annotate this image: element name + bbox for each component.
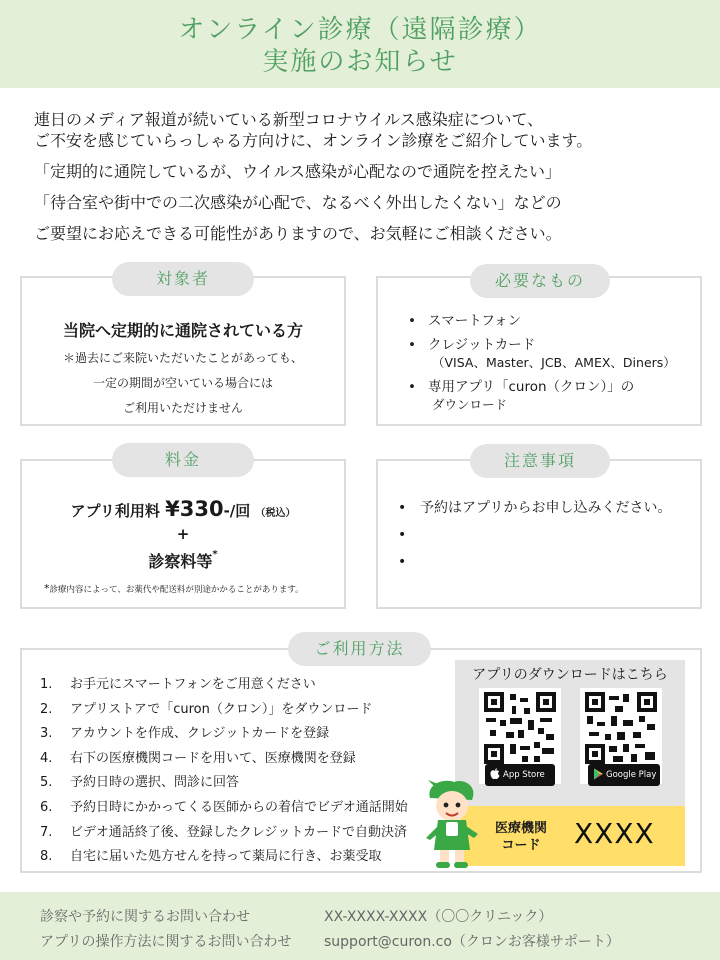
list-item: [392, 553, 671, 580]
step-number: 2.: [40, 701, 53, 717]
plus-sign: +: [176, 525, 190, 543]
step-item: [40, 824, 408, 849]
contact-value: XX-XXXX-XXXX（〇〇クリニック）: [324, 909, 553, 925]
qr-code-icon: [585, 692, 657, 764]
step-item: [40, 750, 408, 775]
list-item: • 予約はアプリからお申し込みください。: [392, 499, 671, 526]
contact-label: アプリの操作方法に関するお問い合わせ: [40, 934, 292, 950]
app-store-badge[interactable]: [485, 764, 555, 786]
needs-item-text: 専用アプリ「curon（クロン）」の: [428, 379, 635, 395]
tax-note: （税込）: [255, 508, 296, 519]
intro-line: ご要望にお応えできる可能性がありますので、お気軽にご相談ください。: [34, 224, 562, 243]
app-fee-prefix: アプリ利用料: [70, 502, 166, 520]
fee-footnote: [44, 582, 344, 595]
step-text: 右下の医療機関コードを用いて、医療機関を登録: [70, 750, 356, 766]
consultation-fee-text: 診察料等: [148, 552, 213, 571]
app-store-label: App Store: [503, 770, 545, 780]
caution-list: [392, 499, 671, 580]
step-text: 予約日時の選択、問診に回答: [70, 775, 240, 791]
app-fee: [22, 497, 344, 521]
asterisk: *: [212, 549, 218, 560]
step-text: お手元にスマートフォンをご用意ください: [70, 677, 316, 692]
caution-heading: 注意事項: [470, 444, 610, 478]
intro-line: ご不安を感じていらっしゃる方向けに、オンライン診療をご紹介しています。: [34, 131, 593, 150]
needs-item-sub: （VISA、Master、JCB、AMEX、Diners）: [432, 355, 676, 370]
step-number: 6.: [40, 799, 53, 815]
clinic-code-value: XXXX: [574, 817, 655, 850]
step-number: 4.: [40, 750, 53, 766]
intro-line: 「定期的に通院しているが、ウイルス感染が心配なので通院を控えたい」: [34, 162, 562, 181]
step-number: 8.: [40, 849, 53, 865]
target-notes: [22, 346, 344, 421]
list-item: [400, 312, 696, 330]
fee-footnote-text: 診療内容によって、お薬代や配送料が別途かかることがあります。: [49, 585, 304, 595]
download-panel: [455, 660, 685, 808]
step-item: [40, 774, 408, 799]
step-item: [40, 701, 408, 726]
target-note-line: ＊過去にご来院いただいたことがあっても、: [63, 351, 303, 365]
apple-icon: [490, 768, 500, 780]
target-main: 当院へ定期的に通院されている方: [62, 321, 303, 340]
step-item: [40, 799, 408, 824]
asterisk: *: [44, 582, 50, 595]
needs-section: [376, 276, 702, 426]
step-item: [40, 676, 408, 701]
mascot-character-icon: [424, 778, 480, 870]
needs-list: [400, 312, 696, 420]
contact-row: [40, 931, 620, 951]
play-icon: [593, 768, 604, 780]
needs-item-text: スマートフォン: [428, 313, 522, 329]
list-item: [392, 526, 671, 553]
clinic-code-label: [486, 820, 556, 854]
step-number: 5.: [40, 775, 53, 791]
google-play-badge[interactable]: [588, 764, 660, 786]
clinic-code-box: [460, 806, 685, 866]
page-title-line1: オンライン診療（遠隔診療）: [178, 15, 542, 45]
fee-heading: 料金: [112, 443, 254, 477]
contact-label: 診察や予約に関するお問い合わせ: [40, 909, 250, 925]
step-text: アカウントを作成、クレジットカードを登録: [70, 726, 330, 742]
step-text: ビデオ通話終了後、登録したクレジットカードで自動決済: [70, 824, 408, 840]
step-item: [40, 725, 408, 750]
app-fee-suffix: -/回: [223, 502, 256, 520]
target-heading: 対象者: [112, 262, 254, 296]
contact-row: [40, 906, 552, 926]
usage-heading: ご利用方法: [288, 632, 431, 666]
clinic-code-label-line: コード: [501, 838, 541, 853]
step-item: [40, 848, 408, 873]
list-item: [400, 378, 696, 414]
fee-section: [20, 459, 346, 609]
step-number: 3.: [40, 726, 53, 742]
needs-heading: 必要なもの: [470, 264, 610, 298]
usage-steps: [40, 676, 408, 873]
header-banner: [0, 0, 720, 88]
needs-item-sub: ダウンロード: [432, 397, 508, 412]
qr-code-icon: [484, 692, 556, 764]
target-note-line: ご利用いただけません: [122, 401, 243, 415]
intro-line: 連日のメディア報道が続いている新型コロナウイルス感染症について、: [34, 110, 544, 129]
clinic-code-label-line: 医療機関: [494, 821, 547, 836]
app-fee-amount: ¥330: [165, 497, 224, 521]
step-text: 自宅に届いた処方せんを持って薬局に行き、お薬受取: [70, 849, 382, 865]
intro-line: 「待合室や街中での二次感染が心配で、なるべく外出したくない」などの: [34, 193, 562, 212]
download-title: アプリのダウンロードはこちら: [472, 667, 668, 683]
target-note-line: 一定の期間が空いている場合には: [92, 376, 273, 390]
footer: [0, 892, 720, 960]
step-number: 1.: [40, 677, 53, 692]
list-item: [400, 336, 696, 372]
consultation-fee: [22, 549, 344, 572]
step-text: 予約日時にかかってくる医師からの着信でビデオ通話開始: [70, 799, 408, 815]
caution-section: [376, 459, 702, 609]
step-text: アプリストアで「curon（クロン）」をダウンロード: [70, 701, 373, 717]
needs-item-text: クレジットカード: [428, 337, 536, 353]
target-section: [20, 276, 346, 426]
intro-text: [34, 106, 694, 247]
step-number: 7.: [40, 824, 53, 840]
contact-value: support@curon.co（クロンお客様サポート）: [324, 934, 620, 950]
google-play-label: Google Play: [606, 770, 657, 780]
page-title-line2: 実施のお知らせ: [262, 47, 458, 77]
